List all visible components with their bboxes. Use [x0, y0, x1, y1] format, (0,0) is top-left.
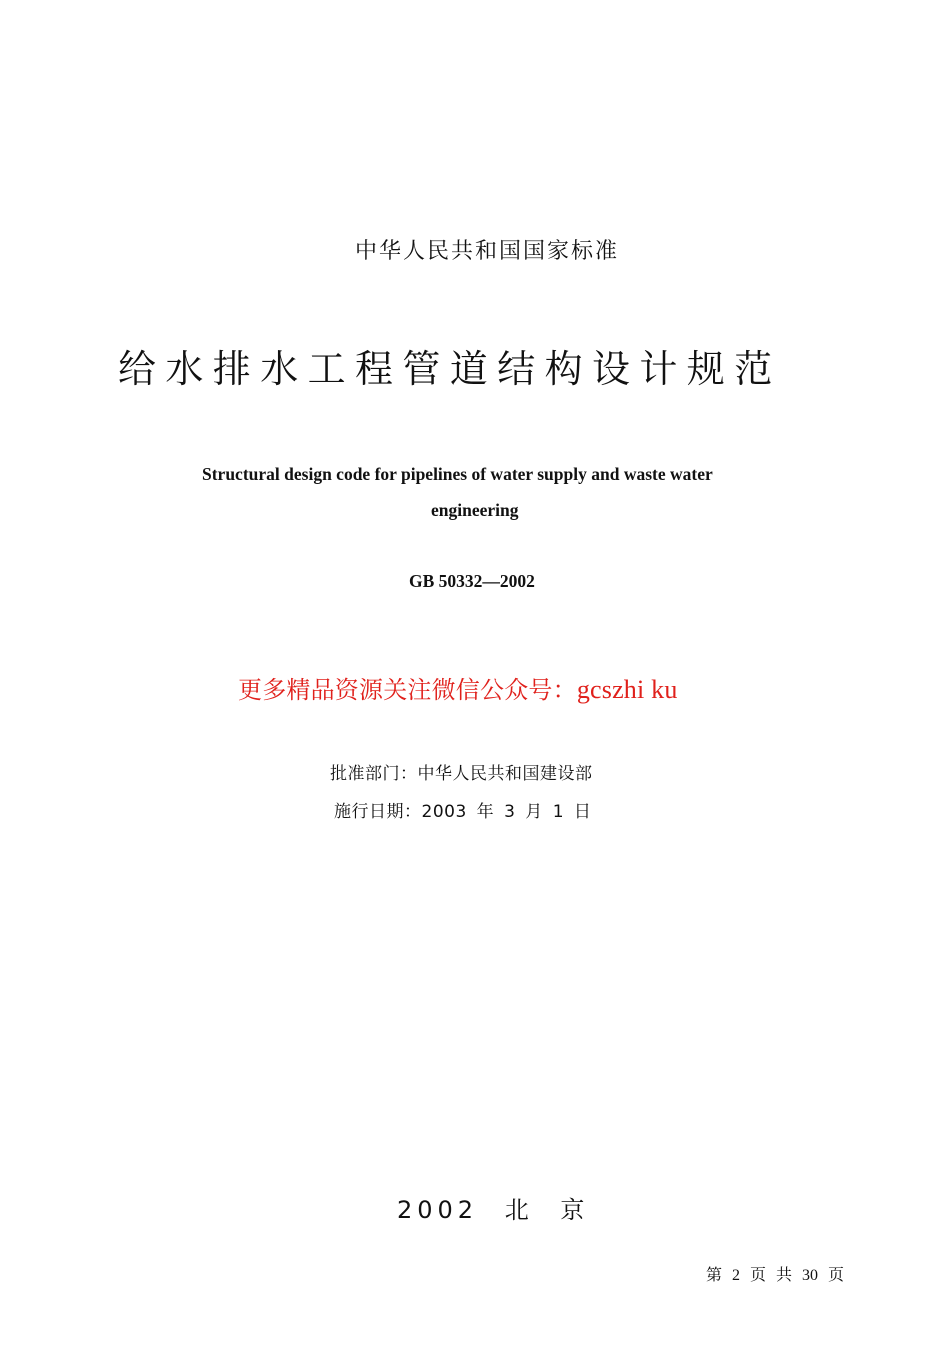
approval-department: 批准部门：中华人民共和国建设部 [330, 764, 593, 784]
document-title-en-line2: engineering [431, 500, 519, 520]
wechat-promo-id: gcszhi ku [576, 675, 678, 704]
effective-date: 施行日期：2003 年 3 月 1 日 [334, 802, 592, 822]
document-title-cn: 给水排水工程管道结构设计规范 [118, 347, 782, 391]
national-standard-label: 中华人民共和国国家标准 [355, 239, 620, 264]
document-title-en-line1: Structural design code for pipelines of water supply and waste water [202, 464, 713, 484]
wechat-promo-text: 更多精品资源关注微信公众号： [238, 676, 577, 704]
publish-place: 2002 北 京 [397, 1196, 590, 1224]
standard-code: GB 50332—2002 [409, 571, 535, 591]
page-number-footer: 第 2 页 共 30 页 [706, 1267, 845, 1284]
wechat-promo [238, 670, 678, 705]
